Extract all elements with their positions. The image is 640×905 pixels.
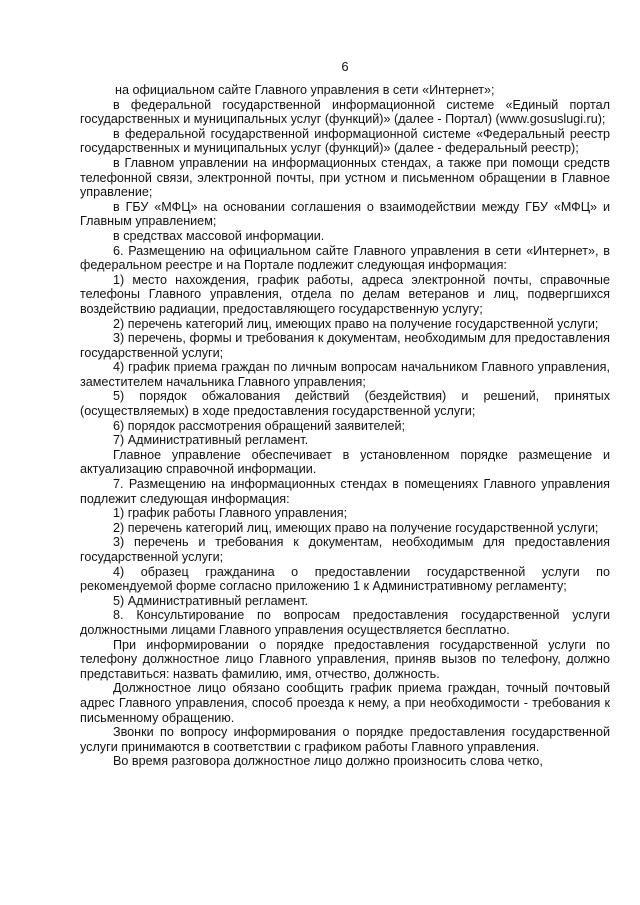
page-number: 6 — [341, 59, 349, 74]
paragraph: в ГБУ «МФЦ» на основании соглашения о взаимодействии между ГБУ «МФЦ» и Главным управлением; — [80, 199, 610, 229]
paragraph: Во время разговора должностное лицо должно произносить слова четко, — [113, 754, 543, 769]
paragraph: 4) график приема граждан по личным вопросам начальником Главного управления, заместителем начальника Главного управления; — [80, 360, 610, 389]
paragraph: Звонки по вопросу информирования о порядке предоставления государственной услуги принимаются в соответствии с графиком работы Главного управления. — [80, 725, 610, 754]
paragraph: в средствах массовой информации. — [113, 228, 325, 243]
paragraph: 7. Размещению на информационных стендах в помещениях Главного управления подлежит следующая информация: — [80, 477, 610, 506]
paragraph: в Главном управлении на информационных стендах, а также при помощи средств телефонной связи, электронной почты, при устном и письменном обращении в Главное управление; — [80, 155, 610, 200]
document-body — [80, 83, 610, 769]
paragraph: 5) порядок обжалования действий (бездействия) и решений, принятых (осуществляемых) в ходе предоставления государственной услуги; — [80, 389, 610, 419]
paragraph: на официальном сайте Главного управления в сети «Интернет»; — [115, 83, 495, 97]
paragraph: 1) график работы Главного управления; — [113, 506, 348, 521]
paragraph: 6. Размещению на официальном сайте Главного управления в сети «Интернет», в федеральном реестре и на Портале подлежит следующая информация: — [80, 243, 610, 273]
paragraph: 3) перечень, формы и требования к документам, необходимым для предоставления государственной услуги; — [80, 331, 610, 360]
paragraph: 4) образец гражданина о предоставлении государственной услуги по рекомендуемой форме согласно приложению 1 к Административному регламенту; — [80, 564, 610, 594]
paragraph: 2) перечень категорий лиц, имеющих право на получение государственной услуги; — [113, 520, 599, 535]
paragraph: При информировании о порядке предоставления государственной услуги по телефону должностное лицо Главного управления, приняв вызов по телефону, должно представиться: назвать фамилию, имя, отчество, должность. — [80, 637, 610, 681]
paragraph: в федеральной государственной информационной системе «Федеральный реестр государственных и муниципальных услуг (функций)» (далее - федеральный реестр); — [80, 126, 610, 156]
paragraph: 2) перечень категорий лиц, имеющих право на получение государственной услуги; — [113, 316, 599, 331]
paragraph: 6) порядок рассмотрения обращений заявителей; — [113, 418, 406, 433]
paragraph: 1) место нахождения, график работы, адреса электронной почты, справочные телефоны Главного управления, отдела по делам ветеранов и лиц, подвергшихся воздействию радиации, предоставляющего государственную услугу; — [80, 272, 610, 316]
paragraph: Главное управление обеспечивает в установленном порядке размещение и актуализацию справочной информации. — [80, 447, 610, 477]
paragraph: в федеральной государственной информационной системе «Единый портал государственных и муниципальных услуг (функций)» (далее - Портал) (www.gosuslugi.ru); — [80, 97, 610, 127]
paragraph: Должностное лицо обязано сообщить график приема граждан, точный почтовый адрес Главного управления, способ проезда к нему, а при необходимости - требования к письменному обращению. — [80, 681, 610, 725]
paragraph: 5) Административный регламент. — [113, 593, 309, 608]
paragraph: 8. Консультирование по вопросам предоставления государственной услуги должностными лицами Главного управления осуществляется бесплатно. — [80, 608, 610, 637]
paragraph: 3) перечень и требования к документам, необходимым для предоставления государственной услуги; — [80, 535, 610, 564]
paragraph: 7) Административный регламент. — [113, 433, 309, 448]
